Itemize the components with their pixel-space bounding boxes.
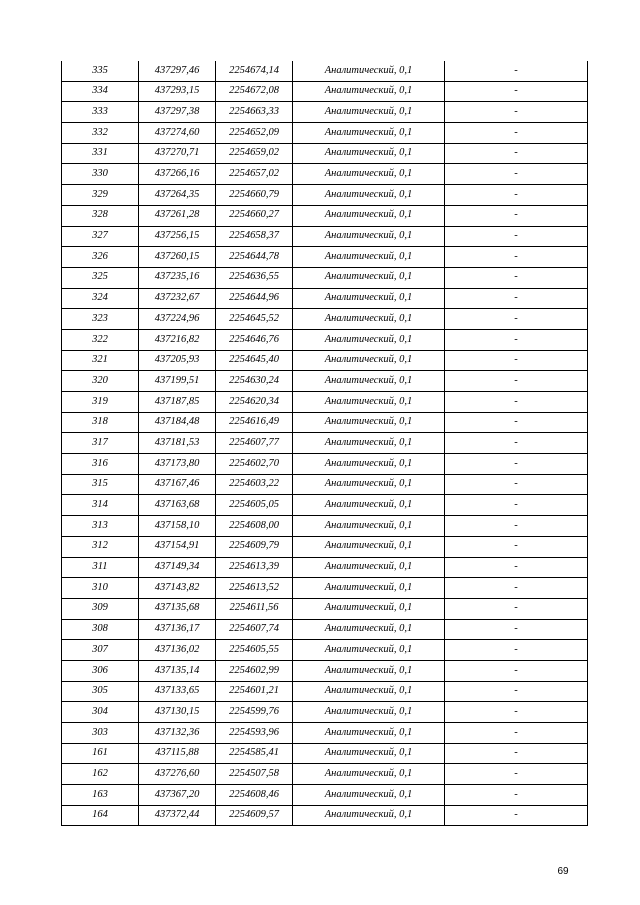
description-cell: - bbox=[445, 288, 588, 309]
method-accuracy-cell: Аналитический, 0,1 bbox=[293, 557, 445, 578]
description-cell: - bbox=[445, 267, 588, 288]
method-accuracy-cell: Аналитический, 0,1 bbox=[293, 288, 445, 309]
table-row bbox=[62, 557, 588, 578]
y-coordinate-cell: 2254660,79 bbox=[216, 185, 293, 206]
description-cell: - bbox=[445, 723, 588, 744]
table-row bbox=[62, 723, 588, 744]
method-accuracy-cell: Аналитический, 0,1 bbox=[293, 164, 445, 185]
table-row bbox=[62, 164, 588, 185]
table-row bbox=[62, 743, 588, 764]
table-row bbox=[62, 309, 588, 330]
method-accuracy-cell: Аналитический, 0,1 bbox=[293, 536, 445, 557]
y-coordinate-cell: 2254605,05 bbox=[216, 495, 293, 516]
y-coordinate-cell: 2254672,08 bbox=[216, 81, 293, 102]
y-coordinate-cell: 2254630,24 bbox=[216, 371, 293, 392]
point-number-cell: 316 bbox=[62, 454, 139, 475]
x-coordinate-cell: 437135,14 bbox=[139, 660, 216, 681]
point-number-cell: 161 bbox=[62, 743, 139, 764]
y-coordinate-cell: 2254613,52 bbox=[216, 578, 293, 599]
point-number-cell: 330 bbox=[62, 164, 139, 185]
y-coordinate-cell: 2254602,70 bbox=[216, 454, 293, 475]
table-row bbox=[62, 516, 588, 537]
table-row bbox=[62, 764, 588, 785]
y-coordinate-cell: 2254613,39 bbox=[216, 557, 293, 578]
y-coordinate-cell: 2254646,76 bbox=[216, 329, 293, 350]
y-coordinate-cell: 2254645,52 bbox=[216, 309, 293, 330]
description-cell: - bbox=[445, 743, 588, 764]
x-coordinate-cell: 437136,02 bbox=[139, 640, 216, 661]
y-coordinate-cell: 2254620,34 bbox=[216, 392, 293, 413]
table-row bbox=[62, 329, 588, 350]
description-cell: - bbox=[445, 495, 588, 516]
x-coordinate-cell: 437224,96 bbox=[139, 309, 216, 330]
y-coordinate-cell: 2254652,09 bbox=[216, 123, 293, 144]
description-cell: - bbox=[445, 371, 588, 392]
method-accuracy-cell: Аналитический, 0,1 bbox=[293, 723, 445, 744]
method-accuracy-cell: Аналитический, 0,1 bbox=[293, 143, 445, 164]
description-cell: - bbox=[445, 350, 588, 371]
method-accuracy-cell: Аналитический, 0,1 bbox=[293, 805, 445, 826]
point-number-cell: 326 bbox=[62, 247, 139, 268]
description-cell: - bbox=[445, 247, 588, 268]
point-number-cell: 327 bbox=[62, 226, 139, 247]
x-coordinate-cell: 437163,68 bbox=[139, 495, 216, 516]
description-cell: - bbox=[445, 805, 588, 826]
x-coordinate-cell: 437136,17 bbox=[139, 619, 216, 640]
coordinates-table bbox=[61, 61, 588, 826]
method-accuracy-cell: Аналитический, 0,1 bbox=[293, 309, 445, 330]
table-row bbox=[62, 102, 588, 123]
y-coordinate-cell: 2254636,55 bbox=[216, 267, 293, 288]
method-accuracy-cell: Аналитический, 0,1 bbox=[293, 102, 445, 123]
y-coordinate-cell: 2254593,96 bbox=[216, 723, 293, 744]
method-accuracy-cell: Аналитический, 0,1 bbox=[293, 702, 445, 723]
description-cell: - bbox=[445, 102, 588, 123]
point-number-cell: 307 bbox=[62, 640, 139, 661]
y-coordinate-cell: 2254616,49 bbox=[216, 412, 293, 433]
y-coordinate-cell: 2254607,74 bbox=[216, 619, 293, 640]
x-coordinate-cell: 437270,71 bbox=[139, 143, 216, 164]
y-coordinate-cell: 2254659,02 bbox=[216, 143, 293, 164]
x-coordinate-cell: 437149,34 bbox=[139, 557, 216, 578]
table-row bbox=[62, 536, 588, 557]
x-coordinate-cell: 437133,65 bbox=[139, 681, 216, 702]
y-coordinate-cell: 2254663,33 bbox=[216, 102, 293, 123]
description-cell: - bbox=[445, 205, 588, 226]
y-coordinate-cell: 2254609,57 bbox=[216, 805, 293, 826]
table-row bbox=[62, 660, 588, 681]
y-coordinate-cell: 2254608,46 bbox=[216, 785, 293, 806]
description-cell: - bbox=[445, 516, 588, 537]
point-number-cell: 325 bbox=[62, 267, 139, 288]
description-cell: - bbox=[445, 61, 588, 81]
point-number-cell: 304 bbox=[62, 702, 139, 723]
description-cell: - bbox=[445, 81, 588, 102]
method-accuracy-cell: Аналитический, 0,1 bbox=[293, 205, 445, 226]
x-coordinate-cell: 437154,91 bbox=[139, 536, 216, 557]
table-row bbox=[62, 392, 588, 413]
description-cell: - bbox=[445, 143, 588, 164]
point-number-cell: 310 bbox=[62, 578, 139, 599]
point-number-cell: 332 bbox=[62, 123, 139, 144]
point-number-cell: 333 bbox=[62, 102, 139, 123]
point-number-cell: 315 bbox=[62, 474, 139, 495]
method-accuracy-cell: Аналитический, 0,1 bbox=[293, 226, 445, 247]
method-accuracy-cell: Аналитический, 0,1 bbox=[293, 495, 445, 516]
x-coordinate-cell: 437173,80 bbox=[139, 454, 216, 475]
description-cell: - bbox=[445, 392, 588, 413]
point-number-cell: 164 bbox=[62, 805, 139, 826]
table-row bbox=[62, 185, 588, 206]
method-accuracy-cell: Аналитический, 0,1 bbox=[293, 412, 445, 433]
y-coordinate-cell: 2254658,37 bbox=[216, 226, 293, 247]
method-accuracy-cell: Аналитический, 0,1 bbox=[293, 329, 445, 350]
x-coordinate-cell: 437216,82 bbox=[139, 329, 216, 350]
point-number-cell: 319 bbox=[62, 392, 139, 413]
x-coordinate-cell: 437274,60 bbox=[139, 123, 216, 144]
x-coordinate-cell: 437184,48 bbox=[139, 412, 216, 433]
table-row bbox=[62, 350, 588, 371]
description-cell: - bbox=[445, 681, 588, 702]
method-accuracy-cell: Аналитический, 0,1 bbox=[293, 185, 445, 206]
description-cell: - bbox=[445, 619, 588, 640]
description-cell: - bbox=[445, 329, 588, 350]
y-coordinate-cell: 2254605,55 bbox=[216, 640, 293, 661]
x-coordinate-cell: 437266,16 bbox=[139, 164, 216, 185]
table-row bbox=[62, 619, 588, 640]
y-coordinate-cell: 2254602,99 bbox=[216, 660, 293, 681]
method-accuracy-cell: Аналитический, 0,1 bbox=[293, 681, 445, 702]
y-coordinate-cell: 2254507,58 bbox=[216, 764, 293, 785]
point-number-cell: 314 bbox=[62, 495, 139, 516]
point-number-cell: 309 bbox=[62, 598, 139, 619]
y-coordinate-cell: 2254601,21 bbox=[216, 681, 293, 702]
table-row bbox=[62, 454, 588, 475]
x-coordinate-cell: 437264,35 bbox=[139, 185, 216, 206]
point-number-cell: 329 bbox=[62, 185, 139, 206]
method-accuracy-cell: Аналитический, 0,1 bbox=[293, 640, 445, 661]
method-accuracy-cell: Аналитический, 0,1 bbox=[293, 743, 445, 764]
point-number-cell: 321 bbox=[62, 350, 139, 371]
table-row bbox=[62, 412, 588, 433]
x-coordinate-cell: 437235,16 bbox=[139, 267, 216, 288]
page-number: 69 bbox=[557, 866, 569, 877]
x-coordinate-cell: 437276,60 bbox=[139, 764, 216, 785]
table-row bbox=[62, 805, 588, 826]
y-coordinate-cell: 2254599,76 bbox=[216, 702, 293, 723]
x-coordinate-cell: 437205,93 bbox=[139, 350, 216, 371]
table-row bbox=[62, 681, 588, 702]
point-number-cell: 331 bbox=[62, 143, 139, 164]
method-accuracy-cell: Аналитический, 0,1 bbox=[293, 598, 445, 619]
method-accuracy-cell: Аналитический, 0,1 bbox=[293, 785, 445, 806]
method-accuracy-cell: Аналитический, 0,1 bbox=[293, 247, 445, 268]
x-coordinate-cell: 437158,10 bbox=[139, 516, 216, 537]
point-number-cell: 312 bbox=[62, 536, 139, 557]
description-cell: - bbox=[445, 123, 588, 144]
method-accuracy-cell: Аналитический, 0,1 bbox=[293, 267, 445, 288]
description-cell: - bbox=[445, 578, 588, 599]
point-number-cell: 303 bbox=[62, 723, 139, 744]
table-row bbox=[62, 226, 588, 247]
method-accuracy-cell: Аналитический, 0,1 bbox=[293, 392, 445, 413]
description-cell: - bbox=[445, 474, 588, 495]
table-row bbox=[62, 433, 588, 454]
y-coordinate-cell: 2254611,56 bbox=[216, 598, 293, 619]
description-cell: - bbox=[445, 309, 588, 330]
method-accuracy-cell: Аналитический, 0,1 bbox=[293, 660, 445, 681]
x-coordinate-cell: 437372,44 bbox=[139, 805, 216, 826]
table-row bbox=[62, 371, 588, 392]
method-accuracy-cell: Аналитический, 0,1 bbox=[293, 454, 445, 475]
x-coordinate-cell: 437132,36 bbox=[139, 723, 216, 744]
x-coordinate-cell: 437167,46 bbox=[139, 474, 216, 495]
table-row bbox=[62, 640, 588, 661]
method-accuracy-cell: Аналитический, 0,1 bbox=[293, 123, 445, 144]
method-accuracy-cell: Аналитический, 0,1 bbox=[293, 764, 445, 785]
point-number-cell: 334 bbox=[62, 81, 139, 102]
table-row bbox=[62, 61, 588, 81]
x-coordinate-cell: 437256,15 bbox=[139, 226, 216, 247]
point-number-cell: 313 bbox=[62, 516, 139, 537]
description-cell: - bbox=[445, 433, 588, 454]
description-cell: - bbox=[445, 226, 588, 247]
method-accuracy-cell: Аналитический, 0,1 bbox=[293, 61, 445, 81]
x-coordinate-cell: 437293,15 bbox=[139, 81, 216, 102]
x-coordinate-cell: 437297,38 bbox=[139, 102, 216, 123]
x-coordinate-cell: 437143,82 bbox=[139, 578, 216, 599]
y-coordinate-cell: 2254609,79 bbox=[216, 536, 293, 557]
y-coordinate-cell: 2254607,77 bbox=[216, 433, 293, 454]
description-cell: - bbox=[445, 785, 588, 806]
point-number-cell: 322 bbox=[62, 329, 139, 350]
description-cell: - bbox=[445, 412, 588, 433]
description-cell: - bbox=[445, 557, 588, 578]
x-coordinate-cell: 437232,67 bbox=[139, 288, 216, 309]
x-coordinate-cell: 437260,15 bbox=[139, 247, 216, 268]
table-row bbox=[62, 81, 588, 102]
method-accuracy-cell: Аналитический, 0,1 bbox=[293, 371, 445, 392]
description-cell: - bbox=[445, 764, 588, 785]
x-coordinate-cell: 437199,51 bbox=[139, 371, 216, 392]
table-row bbox=[62, 267, 588, 288]
point-number-cell: 162 bbox=[62, 764, 139, 785]
y-coordinate-cell: 2254644,96 bbox=[216, 288, 293, 309]
description-cell: - bbox=[445, 454, 588, 475]
x-coordinate-cell: 437115,88 bbox=[139, 743, 216, 764]
point-number-cell: 308 bbox=[62, 619, 139, 640]
table-row bbox=[62, 288, 588, 309]
table-row bbox=[62, 578, 588, 599]
method-accuracy-cell: Аналитический, 0,1 bbox=[293, 474, 445, 495]
table-row bbox=[62, 598, 588, 619]
table-row bbox=[62, 702, 588, 723]
point-number-cell: 305 bbox=[62, 681, 139, 702]
table-row bbox=[62, 785, 588, 806]
method-accuracy-cell: Аналитический, 0,1 bbox=[293, 619, 445, 640]
point-number-cell: 163 bbox=[62, 785, 139, 806]
y-coordinate-cell: 2254603,22 bbox=[216, 474, 293, 495]
y-coordinate-cell: 2254645,40 bbox=[216, 350, 293, 371]
description-cell: - bbox=[445, 185, 588, 206]
y-coordinate-cell: 2254674,14 bbox=[216, 61, 293, 81]
description-cell: - bbox=[445, 702, 588, 723]
description-cell: - bbox=[445, 598, 588, 619]
point-number-cell: 306 bbox=[62, 660, 139, 681]
coordinates-table-body bbox=[62, 61, 588, 826]
point-number-cell: 328 bbox=[62, 205, 139, 226]
x-coordinate-cell: 437135,68 bbox=[139, 598, 216, 619]
point-number-cell: 318 bbox=[62, 412, 139, 433]
method-accuracy-cell: Аналитический, 0,1 bbox=[293, 516, 445, 537]
point-number-cell: 324 bbox=[62, 288, 139, 309]
point-number-cell: 335 bbox=[62, 61, 139, 81]
x-coordinate-cell: 437130,15 bbox=[139, 702, 216, 723]
table-row bbox=[62, 474, 588, 495]
y-coordinate-cell: 2254657,02 bbox=[216, 164, 293, 185]
x-coordinate-cell: 437187,85 bbox=[139, 392, 216, 413]
x-coordinate-cell: 437297,46 bbox=[139, 61, 216, 81]
method-accuracy-cell: Аналитический, 0,1 bbox=[293, 350, 445, 371]
description-cell: - bbox=[445, 640, 588, 661]
description-cell: - bbox=[445, 660, 588, 681]
description-cell: - bbox=[445, 164, 588, 185]
table-row bbox=[62, 247, 588, 268]
method-accuracy-cell: Аналитический, 0,1 bbox=[293, 81, 445, 102]
x-coordinate-cell: 437367,20 bbox=[139, 785, 216, 806]
method-accuracy-cell: Аналитический, 0,1 bbox=[293, 578, 445, 599]
table-row bbox=[62, 495, 588, 516]
y-coordinate-cell: 2254585,41 bbox=[216, 743, 293, 764]
table-row bbox=[62, 123, 588, 144]
table-row bbox=[62, 143, 588, 164]
method-accuracy-cell: Аналитический, 0,1 bbox=[293, 433, 445, 454]
y-coordinate-cell: 2254644,78 bbox=[216, 247, 293, 268]
y-coordinate-cell: 2254660,27 bbox=[216, 205, 293, 226]
description-cell: - bbox=[445, 536, 588, 557]
point-number-cell: 320 bbox=[62, 371, 139, 392]
point-number-cell: 311 bbox=[62, 557, 139, 578]
x-coordinate-cell: 437181,53 bbox=[139, 433, 216, 454]
point-number-cell: 317 bbox=[62, 433, 139, 454]
y-coordinate-cell: 2254608,00 bbox=[216, 516, 293, 537]
point-number-cell: 323 bbox=[62, 309, 139, 330]
x-coordinate-cell: 437261,28 bbox=[139, 205, 216, 226]
table-row bbox=[62, 205, 588, 226]
